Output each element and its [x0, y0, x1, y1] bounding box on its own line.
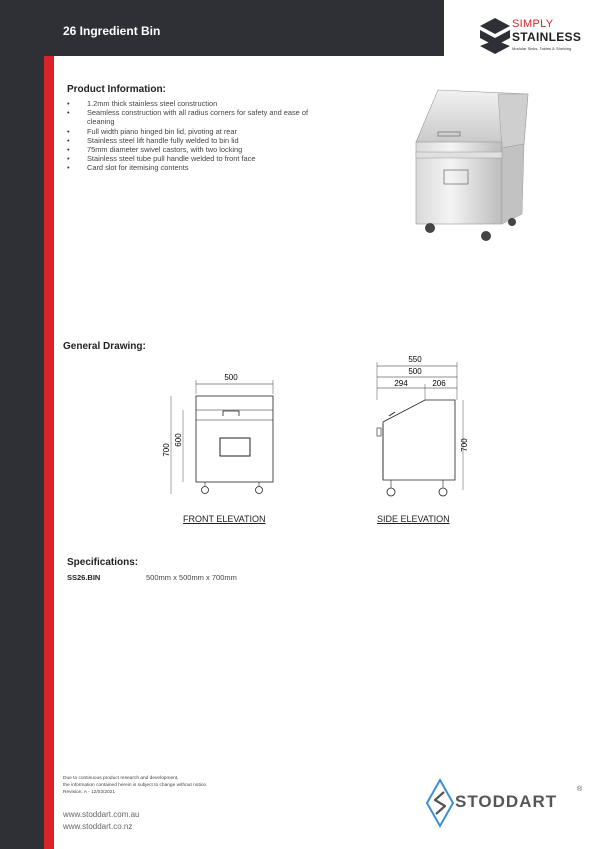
front-height-body-label: 600 [174, 433, 183, 447]
logo-stainless: STAINLESS [512, 30, 582, 44]
disclaimer-line-1: Due to continuous product research and development, [63, 776, 179, 781]
list-item: • Stainless steel tube pull handle welded to front face [67, 154, 337, 163]
side-overall-label: 550 [408, 355, 422, 364]
list-item: • Card slot for itemising contents [67, 163, 337, 172]
side-part-a-label: 294 [394, 379, 408, 388]
simply-stainless-logo [480, 18, 595, 58]
registered-mark: ® [577, 786, 583, 793]
product-info-heading: Product Information: [67, 84, 166, 95]
side-width-label: 500 [408, 367, 422, 376]
list-item: • Full width piano hinged bin lid, pivoting at rear [67, 127, 337, 136]
list-item: • Seamless construction with all radius corners for safety and ease of cleaning [67, 108, 337, 126]
side-elevation-drawing [365, 350, 475, 502]
front-width-label: 500 [224, 373, 238, 382]
website-nz[interactable]: www.stoddart.co.nz [63, 822, 133, 831]
left-red-stripe [44, 0, 54, 849]
list-item: • Stainless steel lift handle fully welded to bin lid [67, 136, 337, 145]
front-elevation-caption: FRONT ELEVATION [183, 514, 266, 524]
simply-stainless-s-icon [480, 18, 510, 54]
general-drawing-heading: General Drawing: [63, 341, 146, 352]
disclaimer-line-2: the information contained herein is subject to change without notice. [63, 783, 208, 788]
website-au[interactable]: www.stoddart.com.au [63, 810, 140, 819]
spec-code: SS26.BIN [67, 573, 101, 582]
stoddart-logo [425, 778, 595, 828]
revision-text: Revision: A - 12/03/2021 [63, 790, 116, 795]
stoddart-wordmark: STODDART [455, 792, 558, 811]
list-item: • 1.2mm thick stainless steel construction [67, 99, 337, 108]
specifications-heading: Specifications: [67, 557, 139, 568]
logo-simply: SIMPLY [512, 18, 554, 30]
front-elevation-drawing [163, 370, 283, 500]
product-info-list [67, 99, 337, 173]
front-height-total-label: 700 [162, 443, 171, 457]
page-title: 26 Ingredient Bin [63, 24, 161, 38]
stoddart-diamond-icon [425, 778, 455, 828]
disclaimer [63, 775, 207, 796]
side-height-label: 700 [460, 438, 469, 452]
logo-tagline: Modular Sinks, Tables & Shelving [512, 46, 572, 51]
spec-dimensions: 500mm x 500mm x 700mm [146, 573, 237, 582]
list-item: • 75mm diameter swivel castors, with two locking [67, 145, 337, 154]
product-photo [408, 82, 530, 244]
left-dark-band [0, 0, 44, 849]
side-part-b-label: 206 [432, 379, 446, 388]
side-elevation-caption: SIDE ELEVATION [377, 514, 450, 524]
